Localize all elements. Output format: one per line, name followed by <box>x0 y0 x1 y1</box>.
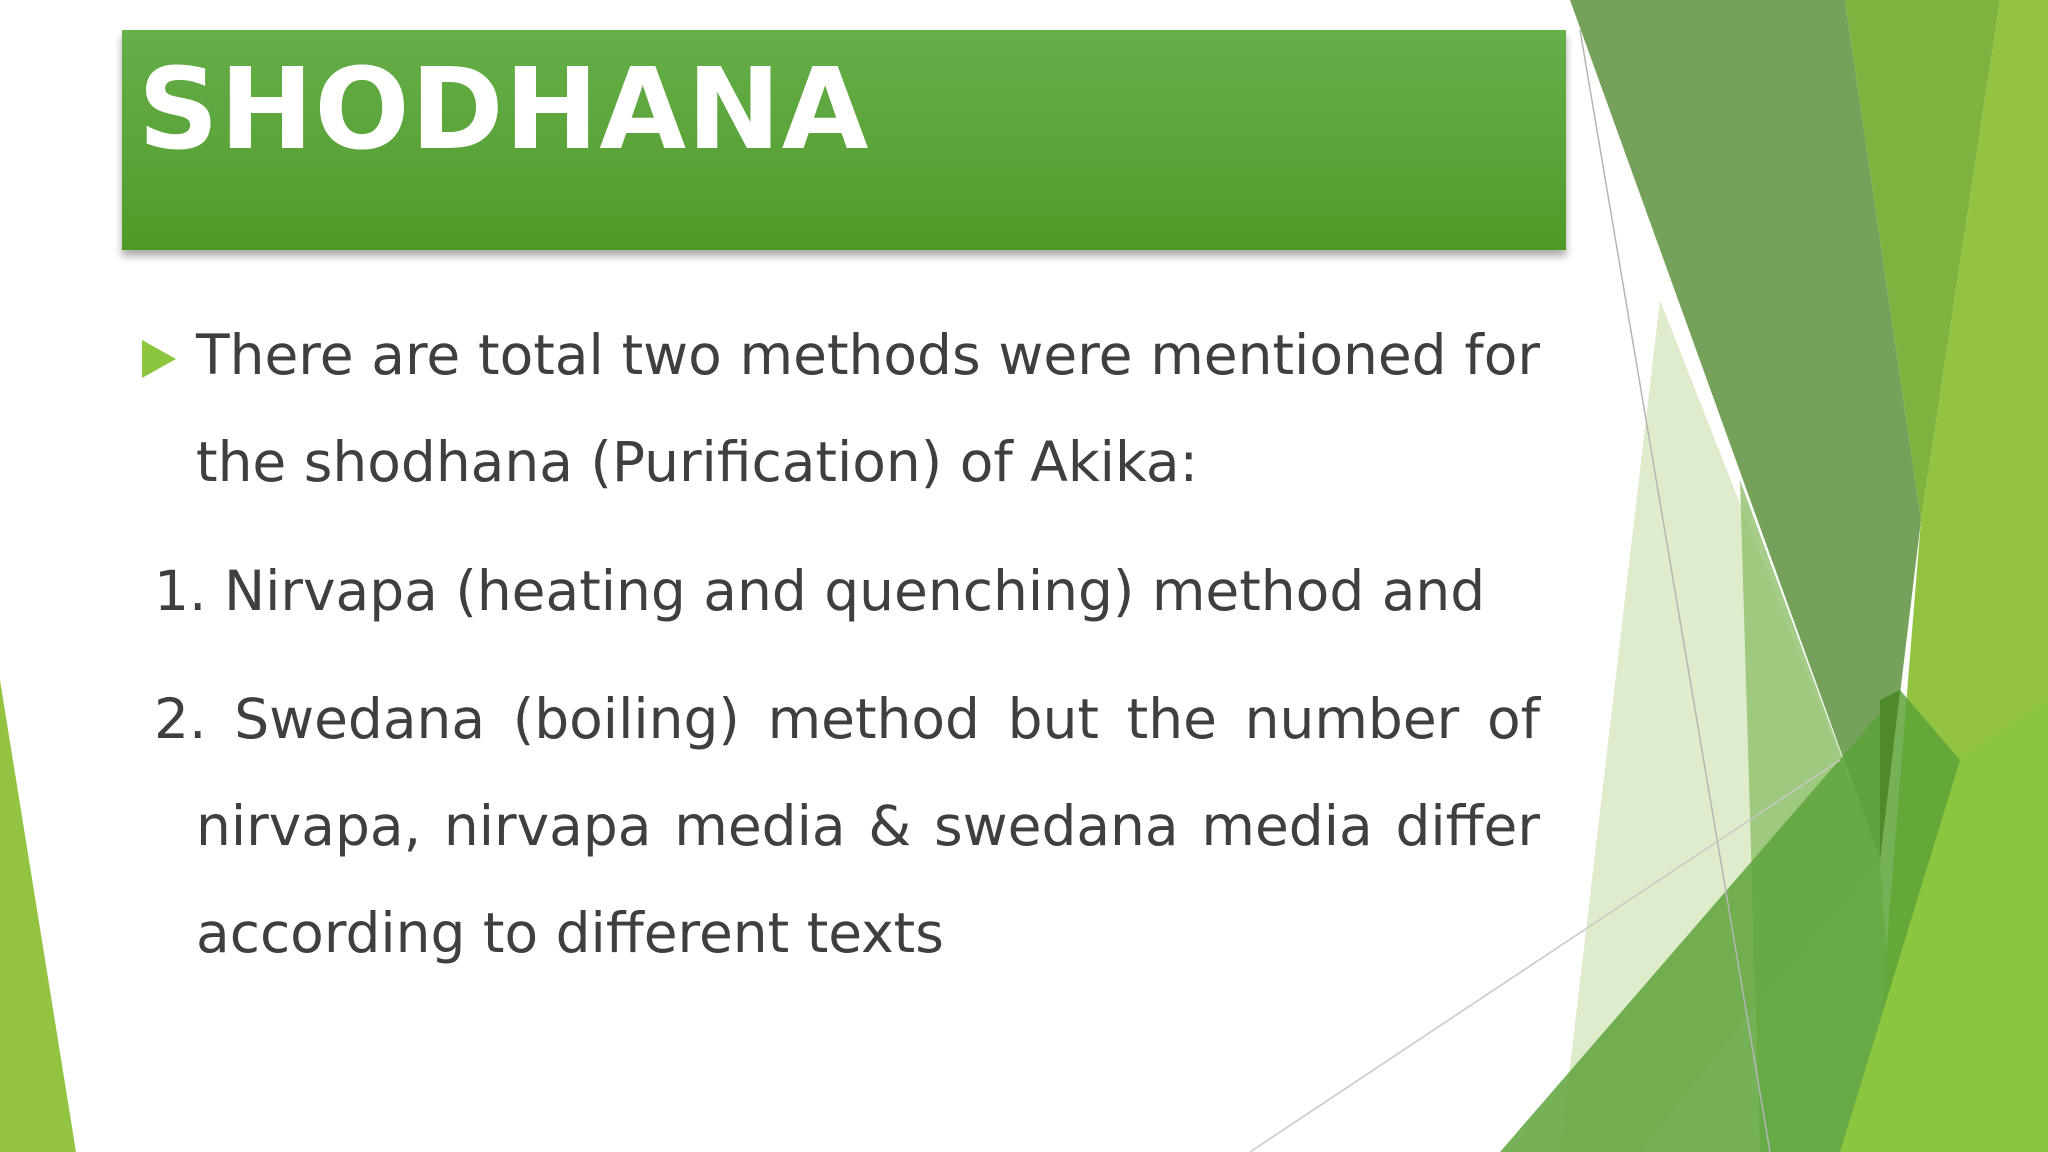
list-item-2-line-3: according to different texts <box>196 901 944 965</box>
bullet-arrow-icon <box>142 340 176 378</box>
title-bar <box>122 30 1566 250</box>
list-item-1-text: Nirvapa (heating and quenching) method and <box>223 559 1486 623</box>
slide-title: SHODHANA <box>138 45 870 175</box>
list-item-2-line-2: nirvapa, nirvapa media & swedana media differ <box>196 794 1540 858</box>
list-item-1 <box>154 538 1554 645</box>
bullet-paragraph: There are total two methods were mentioned for the shodhana (Purification) of Akika: <box>196 323 1540 494</box>
list-item-2 <box>154 666 1540 987</box>
list-item-2-line-1 <box>154 666 1540 773</box>
list-item-2-line-1-text: Swedana (boiling) method but the number of <box>234 687 1540 751</box>
list-item-1-number: 1. <box>154 559 207 623</box>
deco-shape-left-accent <box>0 680 76 1152</box>
list-item-2-number: 2. <box>154 687 207 751</box>
